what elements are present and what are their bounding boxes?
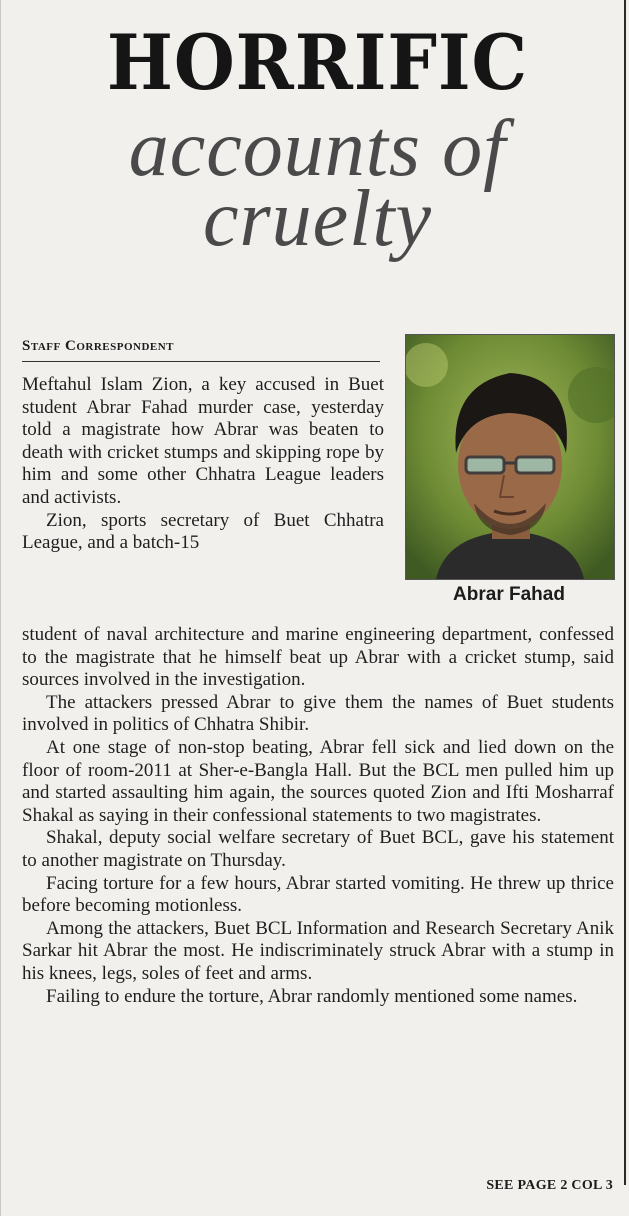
paragraph-2-continued: student of naval architecture and marine engineering department, confessed to the magistrate that he himself beat up Abrar with a cricket stump, said sources involved in the investigation. xyxy=(22,624,614,691)
paragraph-5: Shakal, deputy social welfare secretary of Buet BCL, gave his statement to another magistrate on Thursday. xyxy=(22,827,614,871)
continued-jump-line: SEE PAGE 2 COL 3 xyxy=(486,1178,613,1193)
article-body-narrow xyxy=(22,374,384,555)
paragraph-1: Meftahul Islam Zion, a key accused in Buet student Abrar Fahad murder case, yesterday told a magistrate how Abrar was beaten to death with cricket stumps and skipping rope by him and some other Chhatra League leaders and activists. xyxy=(22,374,384,508)
column-rule-right xyxy=(624,0,626,1185)
paragraph-6: Facing torture for a few hours, Abrar started vomiting. He threw up thrice before becoming motionless. xyxy=(22,872,614,917)
headline-deck-line-2: cruelty xyxy=(202,175,433,263)
headline-main: HORRIFIC xyxy=(106,18,529,107)
portrait-photo xyxy=(405,334,615,580)
headline xyxy=(30,18,605,263)
page-edge-left xyxy=(0,0,1,1216)
paragraph-8: Failing to endure the torture, Abrar randomly mentioned some names. xyxy=(46,985,578,1007)
article-body-wide xyxy=(22,624,614,1008)
paragraph-4: At one stage of non-stop beating, Abrar fell sick and lied down on the floor of room-2011 at Sher-e-Bangla Hall. But the BCL men pulled him up and started assaulting him again, the sources quoted Zion and Ifti Mosharraf Shakal as saying in their confessional statements to two magistrates. xyxy=(22,736,614,826)
headline-deck-line-1: accounts of xyxy=(128,105,507,193)
portrait-illustration xyxy=(406,335,614,579)
byline: Staff Correspondent xyxy=(22,338,380,362)
photo-caption: Abrar Fahad xyxy=(453,584,565,605)
paragraph-2-start: Zion, sports secretary of Buet Chhatra League, and a batch-15 xyxy=(22,509,384,554)
paragraph-7: Among the attackers, Buet BCL Information and Research Secretary Anik Sarkar hit Abrar the most. He indiscriminately struck Abrar with a stump in his knees, legs, soles of feet and arms. xyxy=(22,917,614,984)
paragraph-3: The attackers pressed Abrar to give them the names of Buet students involved in politics of Chhatra Shibir. xyxy=(22,691,614,736)
